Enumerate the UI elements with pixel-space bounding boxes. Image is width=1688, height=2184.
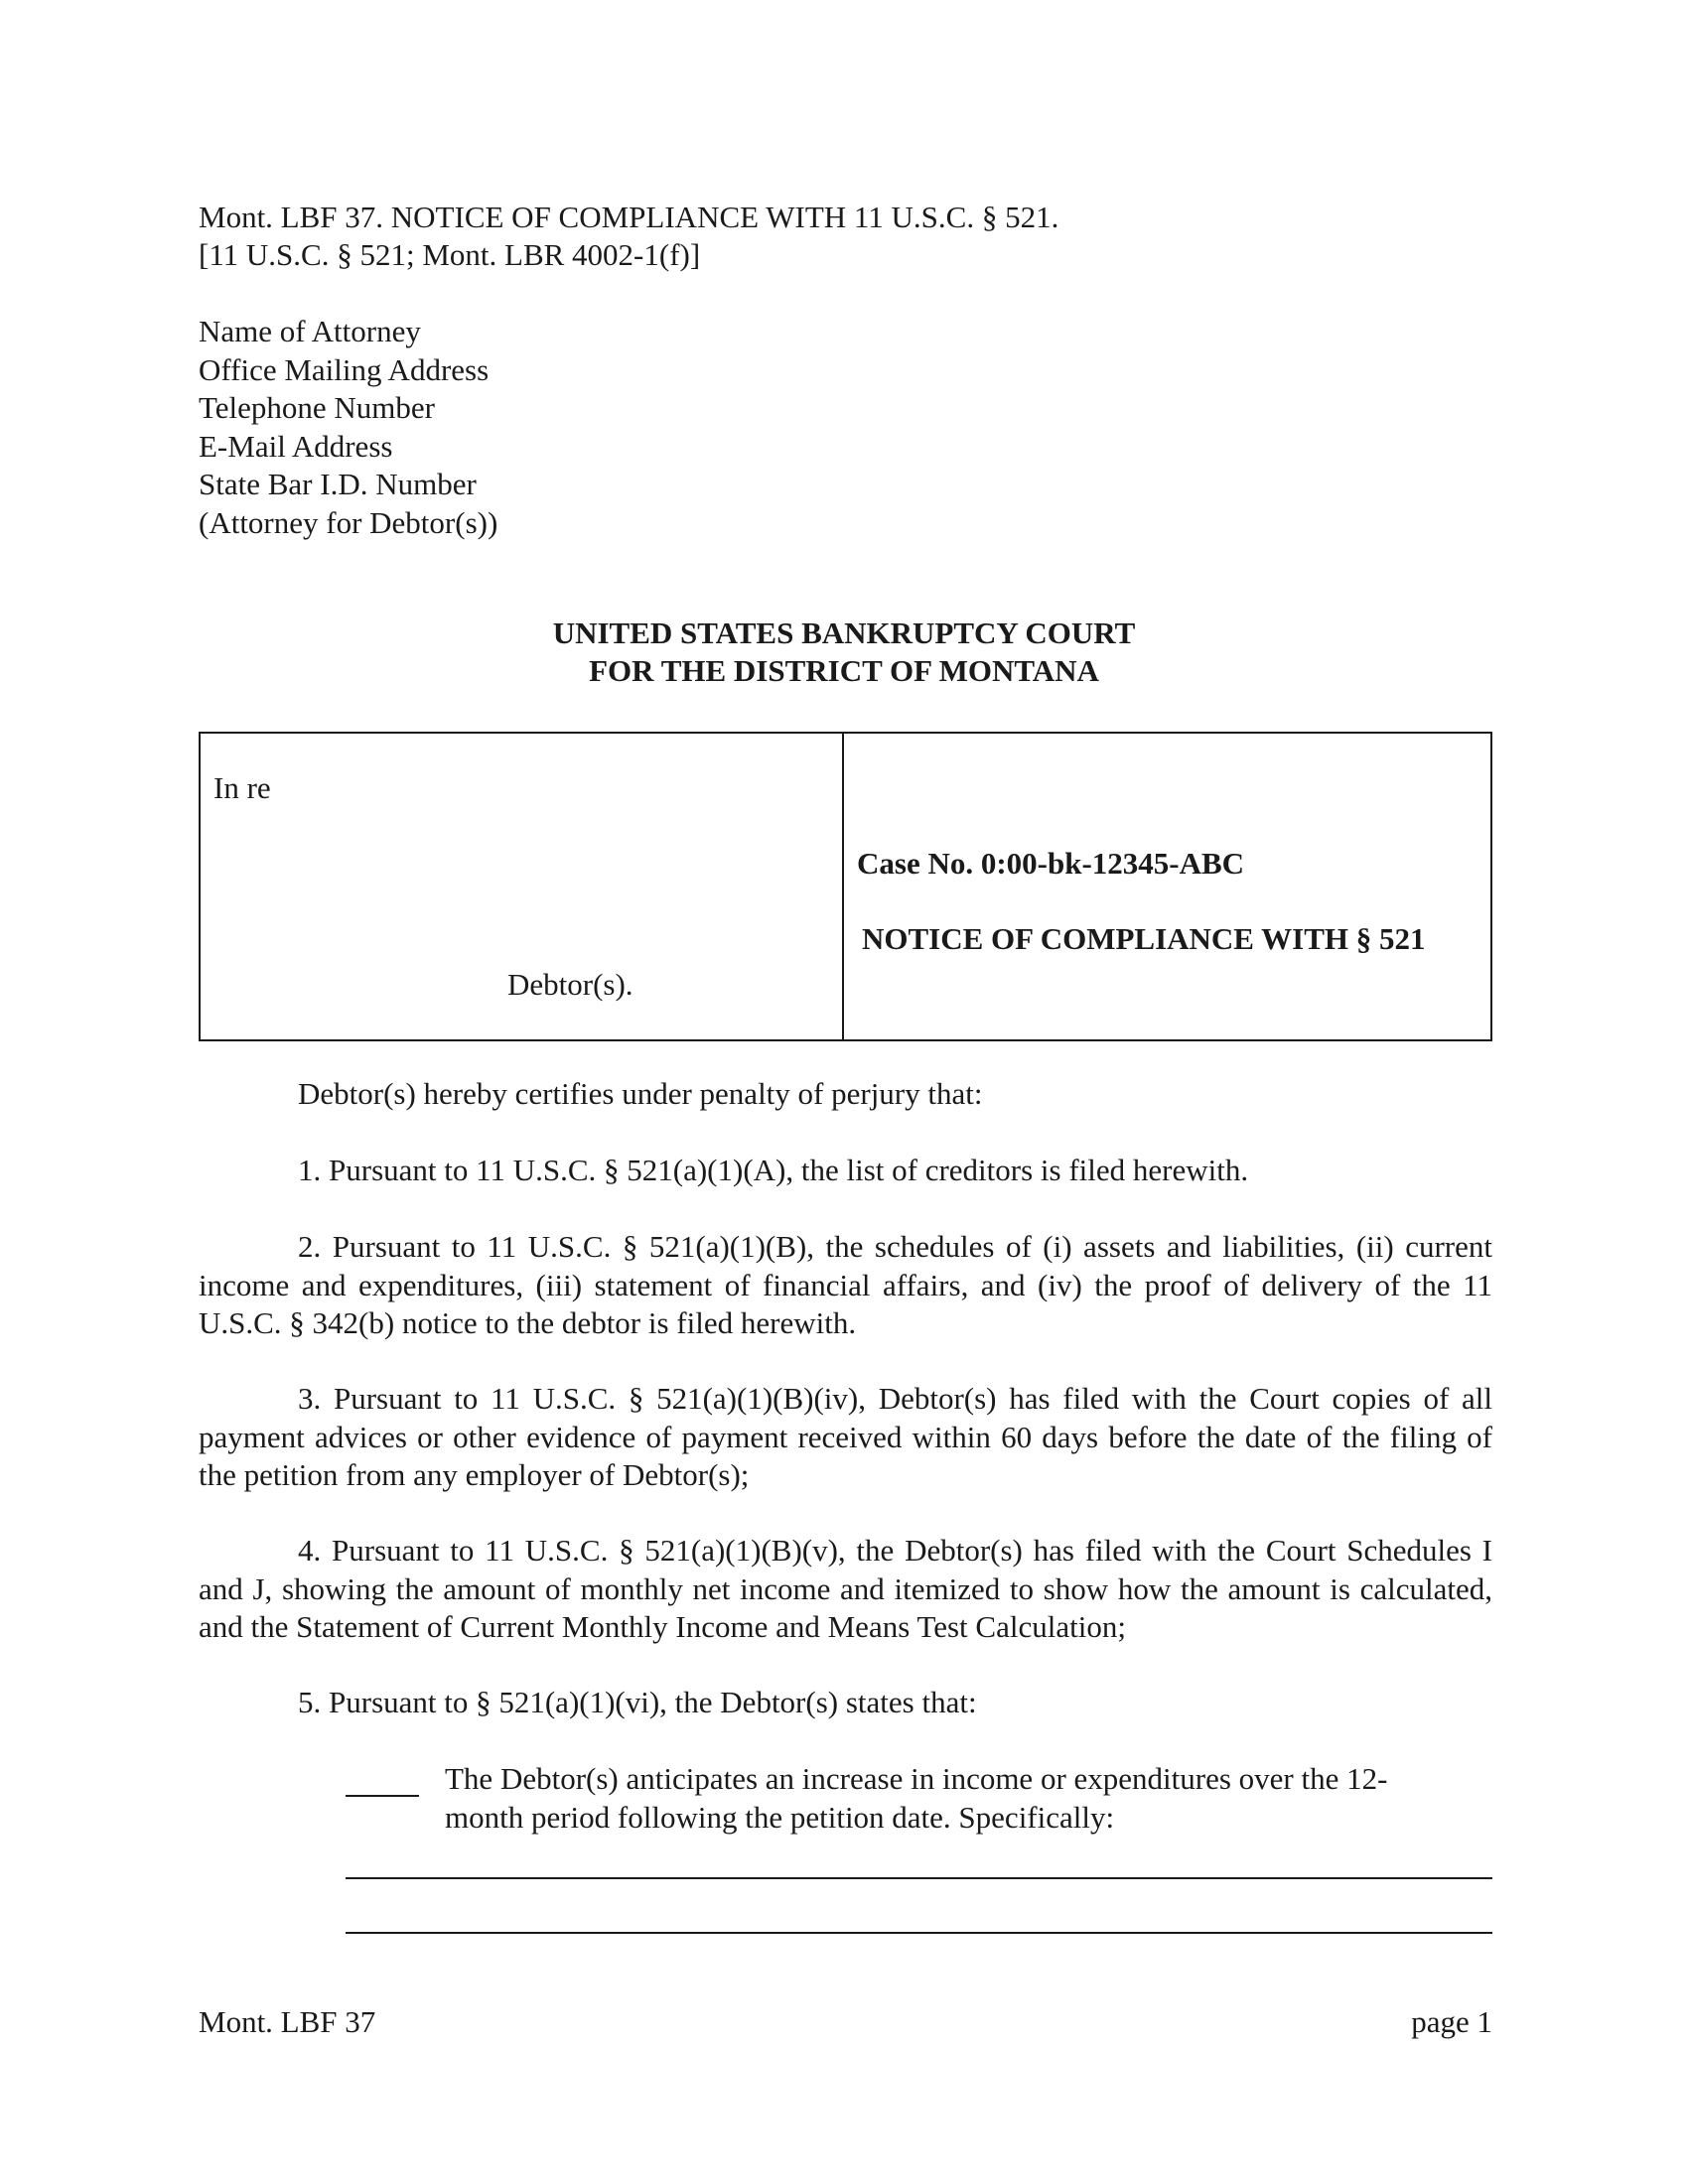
specifics-line-1[interactable]	[346, 1877, 1492, 1879]
document-title: NOTICE OF COMPLIANCE WITH § 521	[862, 921, 1426, 956]
option-increase-text: The Debtor(s) anticipates an increase in income or expenditures over the 12-month period following the petition date. Specifically:	[445, 1761, 1388, 1835]
paragraph-3: 3. Pursuant to 11 U.S.C. § 521(a)(1)(B)(iv), Debtor(s) has filed with the Court copies of all payment advices or other evidence of payment received within 60 days before the date of the filing of the petition from any employer of Debtor(s);	[199, 1381, 1492, 1492]
in-re-label: In re	[213, 770, 271, 805]
case-number: Case No. 0:00-bk-12345-ABC	[857, 846, 1245, 881]
form-title-line: Mont. LBF 37. NOTICE OF COMPLIANCE WITH 11 U.S.C. § 521.	[199, 200, 1059, 234]
court-name: UNITED STATES BANKRUPTCY COURT	[552, 615, 1136, 650]
paragraph-5: 5. Pursuant to § 521(a)(1)(vi), the Debtor(s) states that:	[298, 1685, 977, 1719]
paragraph-2: 2. Pursuant to 11 U.S.C. § 521(a)(1)(B), the schedules of (i) assets and liabilities, (ii) current income and expenditures, (iii) statement of financial affairs, and (iv) the proof of delivery of the 11 U.S.C. § 342(b) notice to the debtor is filed herewith.	[199, 1229, 1492, 1340]
attorney-block	[199, 313, 497, 542]
form-citation-line: [11 U.S.C. § 521; Mont. LBR 4002-1(f)]	[199, 237, 701, 272]
attorney-name-line: Name of Attorney	[199, 314, 421, 348]
specifics-line-2[interactable]	[346, 1932, 1492, 1934]
attorney-bar-id-line: State Bar I.D. Number	[199, 467, 477, 501]
caption-case-cell	[843, 733, 1491, 1040]
footer-form-id: Mont. LBF 37	[199, 2004, 376, 2039]
paragraph-1: 1. Pursuant to 11 U.S.C. § 521(a)(1)(A), the list of creditors is filed herewith.	[298, 1153, 1249, 1187]
certification-intro: Debtor(s) hereby certifies under penalty of perjury that:	[298, 1076, 983, 1111]
attorney-phone-line: Telephone Number	[199, 390, 435, 425]
paragraph-4: 4. Pursuant to 11 U.S.C. § 521(a)(1)(B)(v), the Debtor(s) has filed with the Court Schedules I and J, showing the amount of monthly net income and itemized to show how the amount is calculated, and the Statement of Current Monthly Income and Means Test Calculation;	[199, 1533, 1492, 1644]
attorney-role-line: (Attorney for Debtor(s))	[199, 504, 498, 540]
attorney-address-line: Office Mailing Address	[199, 351, 490, 387]
caption-debtor-cell	[200, 733, 843, 1040]
case-caption-table	[199, 732, 1492, 1041]
option-check-line[interactable]	[346, 1795, 419, 1797]
attorney-email-line: E-Mail Address	[199, 428, 393, 464]
debtors-label: Debtor(s).	[507, 967, 633, 1002]
court-district: FOR THE DISTRICT OF MONTANA	[589, 653, 1099, 688]
footer-page-number: page 1	[1411, 2004, 1492, 2039]
form-header	[199, 199, 1058, 274]
